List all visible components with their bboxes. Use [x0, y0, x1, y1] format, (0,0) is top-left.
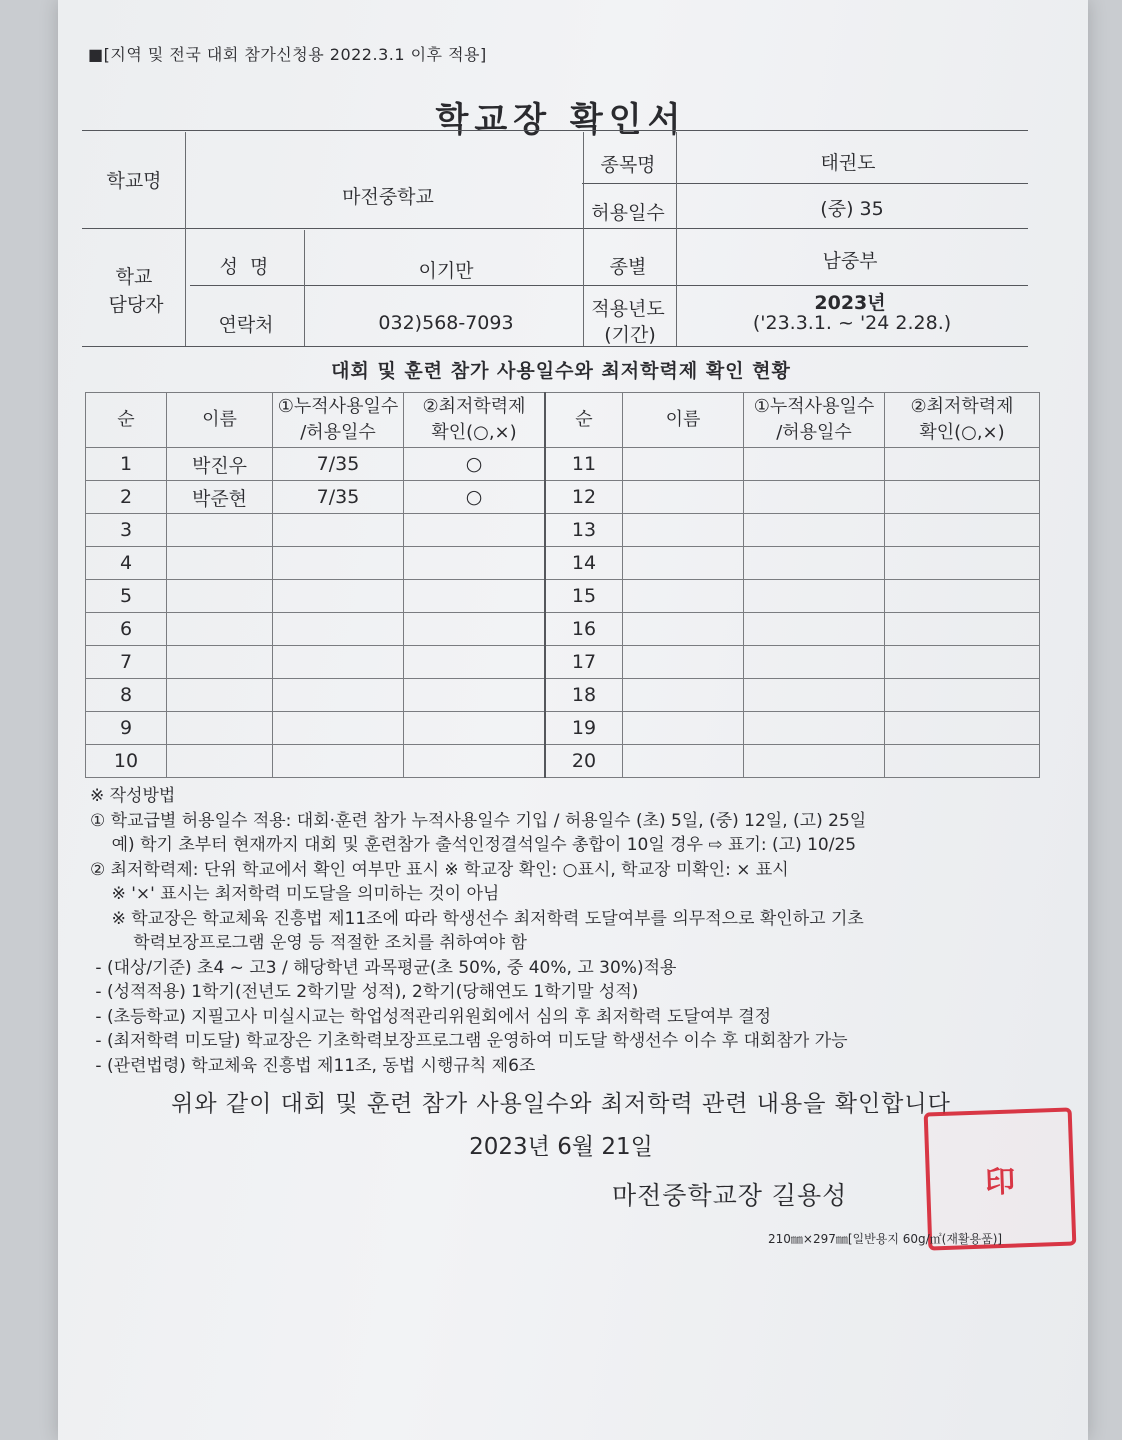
row-no: 4	[86, 547, 167, 580]
table-row	[86, 481, 1040, 514]
row-name	[167, 745, 273, 778]
table-row	[86, 712, 1040, 745]
row-name-right	[623, 514, 744, 547]
row-name	[167, 514, 273, 547]
row-no-right: 13	[545, 514, 623, 547]
row-no: 3	[86, 514, 167, 547]
sport-label: 종목명	[600, 154, 656, 176]
manager-label-2: 담당자	[108, 294, 164, 316]
row-no: 9	[86, 712, 167, 745]
row-no-right: 20	[545, 745, 623, 778]
row-name	[167, 547, 273, 580]
row-days: 7/35	[273, 448, 404, 481]
row-check: ○	[404, 448, 546, 481]
year-label-2: (기간)	[604, 324, 656, 346]
header-no: 순	[86, 393, 167, 448]
table-row	[86, 679, 1040, 712]
allowed-days-label: 허용일수	[591, 202, 665, 224]
note-line: - (대상/기준) 초4 ~ 고3 / 해당학년 과목평균(초 50%, 중 40%, 고 30%)적용	[90, 957, 677, 978]
row-no-right: 18	[545, 679, 623, 712]
info-divider-rule	[82, 228, 1028, 229]
row-check-right	[885, 646, 1040, 679]
note-line: 학력보장프로그램 운영 등 적절한 조치를 취하여야 함	[90, 933, 527, 953]
row-name-right	[623, 646, 744, 679]
row-days-right	[744, 613, 885, 646]
note-line: ② 최저학력제: 단위 학교에서 확인 여부만 표시 ※ 학교장 확인: ○표시, 학교장 미확인: × 표시	[90, 859, 789, 880]
row-days	[273, 580, 404, 613]
row-days: 7/35	[273, 481, 404, 514]
note-line: 예) 학기 초부터 현재까지 대회 및 훈련참가 출석인정결석일수 총합이 10일 경우 ⇨ 표기: (고) 10/25	[90, 835, 857, 855]
row-days-right	[744, 514, 885, 547]
row-check-right	[885, 514, 1040, 547]
row-check-right	[885, 547, 1040, 580]
row-no: 7	[86, 646, 167, 679]
row-name-right	[623, 547, 744, 580]
row-name	[167, 580, 273, 613]
table-row	[86, 580, 1040, 613]
row-no-right: 15	[545, 580, 623, 613]
row-days	[273, 547, 404, 580]
row-check-right	[885, 613, 1040, 646]
row-days-right	[744, 745, 885, 778]
row-no-right: 14	[545, 547, 623, 580]
writing-instructions	[90, 784, 1050, 1078]
row-days	[273, 679, 404, 712]
row-no: 6	[86, 613, 167, 646]
row-check	[404, 514, 546, 547]
row-check	[404, 580, 546, 613]
header-name-right: 이름	[623, 393, 744, 448]
manager-inner-rule	[190, 285, 1028, 286]
note-line: - (성적적용) 1학기(전년도 2학기말 성적), 2학기(당해연도 1학기말 성적)	[90, 982, 639, 1002]
document-date: 2023년 6월 21일	[469, 1134, 653, 1160]
row-days-right	[744, 646, 885, 679]
info-vline-4	[676, 132, 677, 346]
confirmation-statement: 위와 같이 대회 및 훈련 참가 사용일수와 최저학력 관련 내용을 확인합니다	[171, 1091, 951, 1117]
header-name: 이름	[167, 393, 273, 448]
row-check-right	[885, 745, 1040, 778]
note-line: ※ 학교장은 학교체육 진흥법 제11조에 따라 학생선수 최저학력 도달여부를 의무적으로 확인하고 기초	[90, 908, 864, 929]
info-bottom-rule	[82, 346, 1028, 347]
info-vline-2	[304, 230, 305, 346]
row-check-right	[885, 481, 1040, 514]
row-days-right	[744, 712, 885, 745]
manager-name-value: 이기만	[418, 260, 474, 282]
category-value: 남중부	[822, 250, 878, 272]
header-check-right: ②최저학력제 확인(○,×)	[885, 393, 1040, 448]
header-check: ②최저학력제 확인(○,×)	[404, 393, 546, 448]
row-check	[404, 712, 546, 745]
sport-value: 태권도	[820, 152, 876, 174]
row-name-right	[623, 679, 744, 712]
info-vline-3	[583, 132, 584, 346]
year-value: 2023년	[814, 292, 886, 314]
row-no-right: 16	[545, 613, 623, 646]
note-line: ① 학교급별 허용일수 적용: 대회·훈련 참가 누적사용일수 기입 / 허용일수 (초) 5일, (중) 12일, (고) 25일	[90, 810, 867, 831]
document-title: 학교장 확인서	[435, 100, 687, 140]
row-check-right	[885, 679, 1040, 712]
row-no-right: 19	[545, 712, 623, 745]
row-days	[273, 613, 404, 646]
section-title: 대회 및 훈련 참가 사용일수와 최저학력제 확인 현황	[331, 360, 791, 382]
row-name-right	[623, 580, 744, 613]
row-check-right	[885, 712, 1040, 745]
row-no: 5	[86, 580, 167, 613]
header-note: ■[지역 및 전국 대회 참가신청용 2022.3.1 이후 적용]	[88, 45, 487, 64]
row-name-right	[623, 745, 744, 778]
row-days-right	[744, 679, 885, 712]
usage-table	[85, 392, 1040, 778]
row-name-right	[623, 613, 744, 646]
contact-label: 연락처	[218, 314, 274, 336]
row-check	[404, 646, 546, 679]
row-days-right	[744, 580, 885, 613]
table-row	[86, 514, 1040, 547]
row-name-right	[623, 712, 744, 745]
note-line: ※ 작성방법	[90, 786, 176, 806]
row-check	[404, 679, 546, 712]
row-no-right: 17	[545, 646, 623, 679]
school-name-value: 마전중학교	[342, 186, 434, 208]
row-name	[167, 613, 273, 646]
note-line: ※ '×' 표시는 최저학력 미도달을 의미하는 것이 아님	[90, 884, 500, 904]
row-check: ○	[404, 481, 546, 514]
table-row	[86, 613, 1040, 646]
year-label-1: 적용년도	[591, 298, 665, 320]
note-line: - (초등학교) 지필고사 미실시교는 학업성적관리위원회에서 심의 후 최저학력 도달여부 결정	[90, 1006, 772, 1027]
row-check-right	[885, 580, 1040, 613]
info-inner-rule	[582, 183, 1028, 184]
header-days: ①누적사용일수 /허용일수	[273, 393, 404, 448]
period-value: ('23.3.1. ~ '24 2.28.)	[752, 312, 952, 334]
paper-spec-footer: 210㎜×297㎜[일반용지 60g/㎡(재활용품)]	[768, 1232, 1003, 1246]
note-line: - (최저학력 미도달) 학교장은 기초학력보장프로그램 운영하여 미도달 학생선수 이수 후 대회참가 가능	[90, 1031, 848, 1051]
table-row	[86, 646, 1040, 679]
manager-label-1: 학교	[115, 266, 153, 288]
row-name-right	[623, 481, 744, 514]
row-no: 2	[86, 481, 167, 514]
row-name	[167, 679, 273, 712]
table-row	[86, 448, 1040, 481]
row-no: 8	[86, 679, 167, 712]
category-label: 종별	[609, 256, 647, 278]
contact-value: 032)568-7093	[378, 312, 514, 334]
row-name	[167, 646, 273, 679]
row-days-right	[744, 547, 885, 580]
seal-glyph: 印	[984, 1164, 1016, 1201]
row-check	[404, 613, 546, 646]
row-no-right: 11	[545, 448, 623, 481]
row-days	[273, 745, 404, 778]
table-row	[86, 547, 1040, 580]
row-no-right: 12	[545, 481, 623, 514]
row-days	[273, 712, 404, 745]
table-row	[86, 745, 1040, 778]
note-line: - (관련법령) 학교체육 진흥법 제11조, 동법 시행규칙 제6조	[90, 1055, 536, 1076]
row-check-right	[885, 448, 1040, 481]
row-days-right	[744, 448, 885, 481]
row-no: 10	[86, 745, 167, 778]
table-header-row	[86, 393, 1040, 448]
row-name: 박준현	[167, 481, 273, 514]
allowed-days-value: (중) 35	[820, 198, 884, 220]
principal-signature: 마전중학교장 길용성	[612, 1181, 848, 1210]
top-rule	[82, 130, 1028, 131]
row-name: 박진우	[167, 448, 273, 481]
school-name-label: 학교명	[106, 170, 162, 192]
info-vline-1	[185, 132, 186, 346]
header-days-right: ①누적사용일수 /허용일수	[744, 393, 885, 448]
header-no-right: 순	[545, 393, 623, 448]
row-name	[167, 712, 273, 745]
row-name-right	[623, 448, 744, 481]
row-days-right	[744, 481, 885, 514]
manager-name-label: 성 명	[219, 256, 269, 278]
row-days	[273, 646, 404, 679]
row-check	[404, 745, 546, 778]
row-check	[404, 547, 546, 580]
row-no: 1	[86, 448, 167, 481]
row-days	[273, 514, 404, 547]
